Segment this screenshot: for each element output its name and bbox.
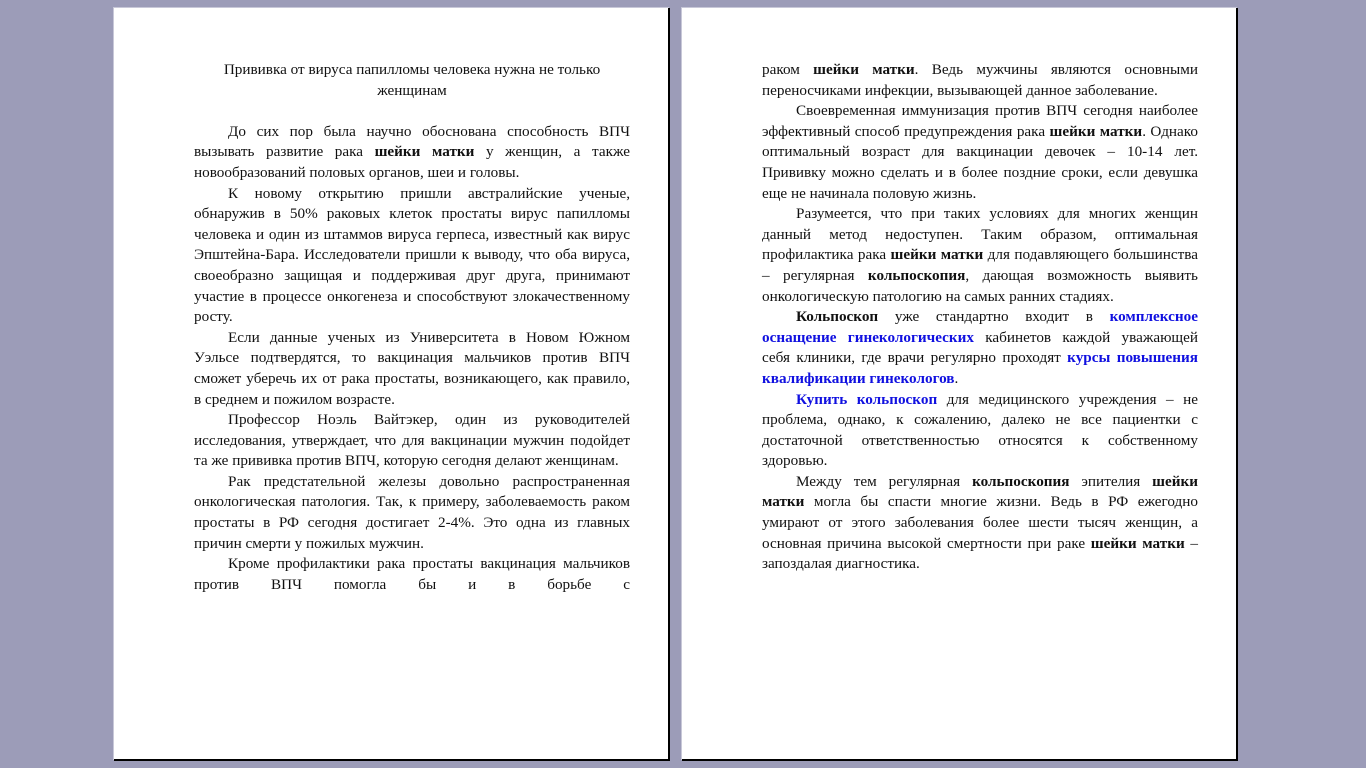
- bold-term: шейки матки: [1090, 534, 1185, 552]
- paragraph: [762, 472, 1198, 575]
- page-2-content: [762, 60, 1198, 575]
- text: . Однако оптимальный возраст для вакцинации девочек – 10-14 лет. Прививку можно сделать и в более поздние сроки, если девушка еще не начинала половую жизнь.: [762, 122, 1198, 202]
- text: у женщин, а также новообразований половых органов, шеи и головы.: [194, 143, 630, 181]
- bold-term: кольпоскопия: [867, 266, 966, 284]
- paragraph: [762, 204, 1198, 307]
- document-page-2: [682, 8, 1238, 761]
- link-equipment[interactable]: комплексное оснащение гинекологических: [762, 308, 1198, 346]
- text: эпителия: [1069, 472, 1153, 490]
- document-title: Прививка от вируса папилломы человека нужна не только женщинам: [223, 61, 601, 99]
- bold-term: шейки матки: [1049, 122, 1143, 140]
- document-page-1: [114, 8, 670, 761]
- paragraph: Если данные ученых из Университета в Новом Южном Уэльсе подтвердятся, то вакцинация мальчиков против ВПЧ сможет уберечь их от рака простаты, возникающего, как правило, в среднем и пожилом возрасте.: [194, 328, 630, 408]
- paragraph: [762, 390, 1198, 472]
- text: Разумеется, что при таких условиях для многих женщин данный метод недоступен. Таким образом, оптимальная профилактика рака: [762, 205, 1198, 264]
- link-buy-colposcope[interactable]: Купить кольпоскоп: [796, 390, 938, 408]
- text: кабинетов каждой уважающей себя клиники, где врачи регулярно проходят: [762, 328, 1198, 367]
- bold-term: шейки матки: [890, 246, 984, 264]
- text: раком: [762, 61, 814, 78]
- text: для медицинского учреждения – не проблема, однако, к сожалению, далеко не все пациентки с достаточной ответственностью относятся к собственному здоровью.: [762, 390, 1198, 470]
- paragraph: [762, 101, 1198, 204]
- paragraph: Профессор Ноэль Вайтэкер, один из руководителей исследования, утверждает, что для вакцинации мужчин подойдет та же прививка против ВПЧ, которую сегодня делают женщинам.: [194, 411, 630, 470]
- paragraph: [194, 122, 630, 184]
- text: До сих пор была научно обоснована способность ВПЧ вызывать развитие рака: [194, 122, 630, 161]
- text: Своевременная иммунизация против ВПЧ сегодня наиболее эффективный способ предупреждения рака: [762, 102, 1198, 140]
- text: уже стандартно входит в: [878, 308, 1110, 326]
- text: могла бы спасти многие жизни. Ведь в РФ ежегодно умирают от этого заболевания более шести тысяч женщин, а основная причина высокой смертности при раке: [762, 493, 1198, 552]
- paragraph: К новому открытию пришли австралийские ученые, обнаружив в 50% раковых клеток простаты вирус папилломы человека и один из штаммов вируса герпеса, известный как вирус Эпштейна-Бара. Исследователи пришли к выводу, что оба вируса, своеобразно защищая и поддерживая друг друга, принимают участие в процессе онкогенеза и способствуют злокачественному росту.: [194, 184, 630, 326]
- text: Между тем регулярная: [796, 472, 973, 490]
- text: .: [954, 369, 959, 387]
- text: для подавляющего большинства – регулярная: [762, 246, 1198, 284]
- text: . Ведь мужчины являются основными переносчиками инфекции, вызывающей данное заболевание.: [762, 61, 1198, 99]
- bold-term: шейки матки: [762, 472, 1198, 511]
- paragraph: [762, 307, 1198, 389]
- bold-term: шейки матки: [813, 61, 915, 78]
- bold-term: кольпоскопия: [972, 472, 1070, 490]
- paragraph: [762, 60, 1198, 101]
- bold-term: Кольпоскоп: [796, 308, 879, 326]
- text: – запоздалая диагностика.: [762, 534, 1199, 573]
- paragraph: Кроме профилактики рака простаты вакцинация мальчиков против ВПЧ помогла бы и в борьбе с: [194, 555, 630, 593]
- page-1-content: [194, 60, 630, 595]
- text: , дающая возможность выявить онкологическую патологию на самых ранних стадиях.: [762, 266, 1198, 305]
- link-courses[interactable]: курсы повышения квалификации гинекологов: [762, 349, 1199, 387]
- paragraph: Рак предстательной железы довольно распространенная онкологическая патология. Так, к примеру, заболеваемость раком простаты в РФ сегодня достигает 2-4%. Это одна из главных причин смерти у пожилых мужчин.: [194, 472, 630, 552]
- bold-term: шейки матки: [374, 143, 475, 161]
